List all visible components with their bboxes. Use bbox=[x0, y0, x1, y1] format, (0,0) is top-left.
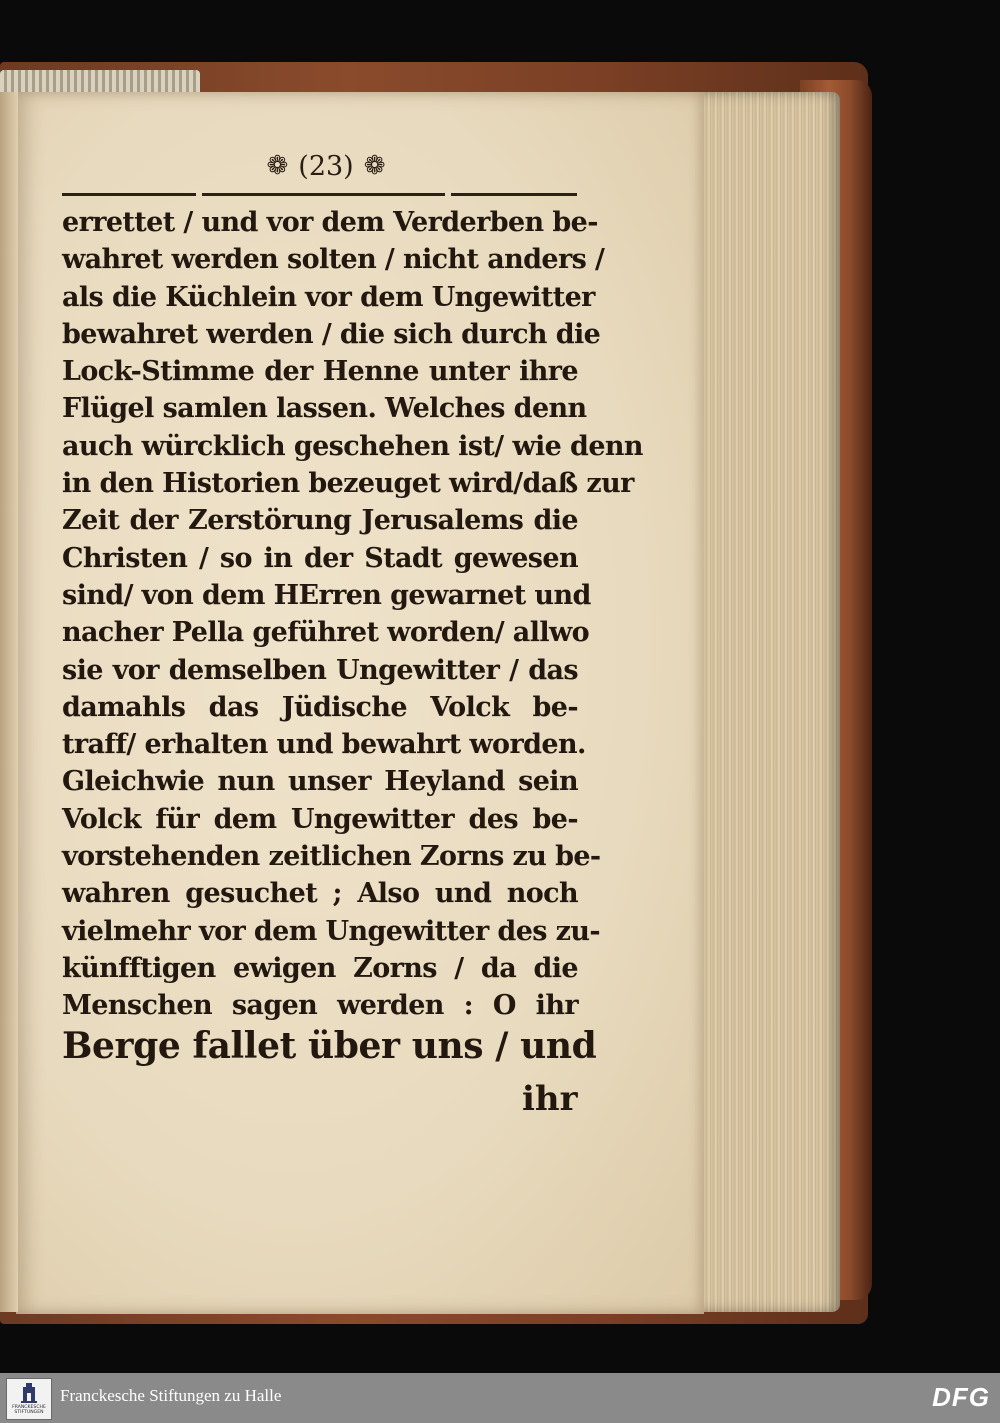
text-line: bewahret werden / die sich durch die bbox=[62, 318, 601, 350]
previous-page-edge bbox=[0, 92, 18, 1312]
text-line: Menschen sagen werden : O ihr bbox=[62, 990, 578, 1022]
text-line: Gleichwie nun unser Heyland sein bbox=[62, 766, 578, 798]
catchword: ihr bbox=[522, 1079, 578, 1119]
rule-gap bbox=[445, 191, 451, 198]
text-line: auch würcklich geschehen ist/ wie denn bbox=[62, 430, 643, 462]
text-line: Volck für dem Ungewitter des be- bbox=[62, 803, 578, 835]
page-number: (23) bbox=[298, 150, 354, 182]
text-line: wahren gesuchet ; Also und noch bbox=[62, 878, 578, 910]
text-line: nacher Pella geführet worden/ allwo bbox=[62, 617, 590, 649]
building-icon bbox=[21, 1383, 37, 1403]
text-line: sind/ von dem HErren gewarnet und bbox=[62, 579, 591, 611]
text-line-large: Berge fallet über uns / und bbox=[62, 1024, 597, 1067]
ornament-right-icon: ❁ bbox=[363, 151, 386, 181]
text-line: errettet / und vor dem Verderben be- bbox=[62, 207, 598, 238]
text-line: Flügel samlen lassen. Welches denn bbox=[62, 393, 587, 425]
rule-gap bbox=[196, 191, 202, 198]
text-line: in den Historien bezeuget wird/daß zur bbox=[62, 468, 634, 500]
text-line: Zeit der Zerstörung Jerusalems die bbox=[62, 505, 578, 537]
page-edges bbox=[690, 92, 840, 1312]
footer-bar bbox=[0, 1373, 1000, 1423]
institution-logo bbox=[6, 1378, 52, 1420]
text-line: künfftigen ewigen Zorns / da die bbox=[62, 952, 578, 984]
text-line: sie vor demselben Ungewitter / das bbox=[62, 654, 578, 686]
institution-name: Franckesche Stiftungen zu Halle bbox=[60, 1386, 282, 1405]
body-text bbox=[62, 204, 643, 1068]
dfg-logo: DFG bbox=[932, 1382, 990, 1412]
text-line: damahls das Jüdische Volck be- bbox=[62, 691, 578, 723]
text-line: Christen / so in der Stadt gewesen bbox=[62, 542, 578, 574]
header-rule bbox=[62, 193, 577, 196]
text-line: wahret werden solten / nicht anders / bbox=[62, 244, 605, 276]
page-header bbox=[236, 146, 416, 186]
ornament-left-icon: ❁ bbox=[266, 151, 289, 181]
logo-text: FRANCKESCHE STIFTUNGEN bbox=[12, 1405, 46, 1415]
text-line: als die Küchlein vor dem Ungewitter bbox=[62, 281, 595, 313]
text-line: vielmehr vor dem Ungewitter des zu- bbox=[62, 915, 601, 947]
text-line: traff/ erhalten und bewahrt worden. bbox=[62, 729, 586, 761]
text-line: Lock-Stimme der Henne unter ihre bbox=[62, 356, 578, 388]
text-line: vorstehenden zeitlichen Zorns zu be- bbox=[62, 841, 601, 873]
